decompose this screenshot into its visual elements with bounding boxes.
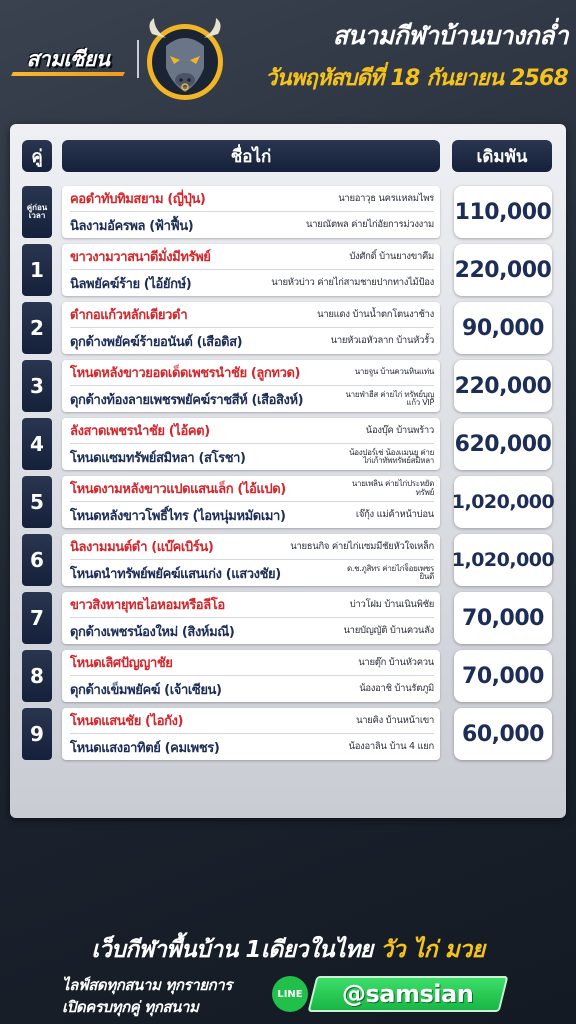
blue-corner-owner: น้องอาชิ บ้านรัตภูมิ [359,683,434,695]
bet-amount: 220,000 [454,360,552,412]
match-names [62,244,440,296]
match-number: 1 [22,244,52,296]
event-date: วันพฤหัสบดีที่ 18 กันยายน 2568 [264,66,568,91]
blue-corner-owner: นายหัวเอหัวลาก บ้านหัวรั้ว [330,335,434,347]
match-row [22,302,552,354]
footer-subtitle [62,974,272,1018]
red-corner-name: โหนดเลิศปัญญาชัย [70,656,173,671]
match-names [62,360,440,412]
match-row [22,418,552,470]
match-table [10,124,566,818]
red-corner-name: ขาวงามวาสนาดีมั่งมีทรัพย์ [70,250,211,265]
header-bet: เดิมพัน [452,140,552,172]
blue-corner-name: นิลงามอัครพล (ฟ้าฟื้น) [70,218,194,234]
match-number: 5 [22,476,52,528]
footer-sub-line1: ไลฟ์สดทุกสนาม ทุกรายการ [62,976,232,994]
match-row [22,650,552,702]
match-number: 4 [22,418,52,470]
match-row [22,244,552,296]
match-names [62,650,440,702]
footer-banner-text: เว็บกีฬาพื้นบ้าน 1เดียวในไทย [91,937,373,963]
header [0,0,576,112]
blue-corner-name: ดุกด้างท้องลายเพชรพยัคฆ์ราชสีห์ (เสือสิงห์) [70,392,304,408]
match-number: 3 [22,360,52,412]
match-number: 9 [22,708,52,760]
blue-corner-owner: นายบัญญัติ บ้านควนลัง [343,625,434,637]
red-corner-name: ดำกอแก้วหลักเดียวดำ [70,308,188,323]
red-corner-owner: บ่าวโฝม บ้านเนินพิชัย [349,598,434,610]
header-pair: คู่ [22,140,52,172]
match-row [22,186,552,238]
bet-amount: 1,020,000 [454,476,552,528]
red-corner-name: โหนดงามหลังขาวแปดแสนเล็ก (ไอ้แปด) [70,482,286,497]
divider [137,40,139,78]
red-corner-name: ลังสาดเพชรนำชัย (ไอ้คต) [70,424,210,439]
blue-corner-owner: เจ๊กุ้ง แม่ค้าหน้าบ่อน [355,509,434,521]
footer-sub-line2: เปิดครบทุกคู่ ทุกสนาม [62,998,199,1016]
line-id-button[interactable] [308,976,509,1012]
red-corner-owner: นายแดง บ้านน้ำตกโตนงาช้าง [317,308,434,320]
red-corner-owner: นายคิง บ้านหน้าเขา [356,714,434,726]
red-corner-name: นิลงามมนต์ดำ (แบ๊คเบิร์น) [70,540,214,555]
blue-corner-name: โหนดนำทรัพย์พยัคฆ์แสนเก่ง (แสวงชัย) [70,566,281,582]
match-row [22,360,552,412]
bet-amount: 70,000 [454,592,552,644]
match-row [22,476,555,528]
blue-corner-name: ดุกด้างเข็มพยัคฆ์ (เจ้าเซียน) [70,682,222,698]
red-corner-name: โหนดแสนชัย (ไอกัง) [70,714,184,729]
blue-corner-name: โหนดแสงอาทิตย์ (คมเพชร) [70,740,220,756]
page-title: สนามกีฬาบ้านบางกล่ำ [332,21,568,50]
blue-corner-name: ดุกด้างพยัคฆ์ร้ายอนันต์ (เสือดิส) [70,334,243,350]
bet-amount: 60,000 [454,708,552,760]
red-corner-owner: นายอาวุธ นครแหลมไพร [338,192,434,204]
match-row [22,534,555,586]
red-corner-owner: บังศักดิ์ บ้านยางขาคีม [349,250,434,262]
match-names [62,476,440,528]
match-names [62,186,440,238]
line-app-icon[interactable]: LINE [272,976,308,1012]
bet-amount: 1,020,000 [454,534,552,586]
red-corner-name: คอดำทับทิมสยาม (ญี่ปุ่น) [70,192,206,207]
brand-name: สามเซียน [26,46,110,71]
blue-corner-owner: น้องปอร์เช่ น้องแมนยู ค่ายไก่เก้าทัพทรัพย์สมิหลา [349,447,434,465]
red-corner-owner: นายเพลิน ค่ายไก่ประหยัดทรัพย์ [351,479,434,497]
footer-banner [0,930,576,970]
match-names [62,592,440,644]
match-number: คู่ก่อน เวลา [22,186,52,238]
bet-amount: 90,000 [454,302,552,354]
bet-amount: 620,000 [454,418,552,470]
match-names [62,708,440,760]
blue-corner-owner: นายณัตพล ค่ายไก่อัยการม่วงงาม [306,219,434,231]
blue-corner-name: โหนดแซมทรัพย์สมิหลา (สโรชา) [70,450,246,466]
red-corner-owner: น้องบุ๊ค บ้านพร้าว [365,424,434,436]
match-number: 8 [22,650,52,702]
header-name: ชื่อไก่ [62,140,440,172]
red-corner-owner: นายจูน บ้านควนหินแท่น [354,367,434,377]
bull-logo-icon [144,16,226,102]
match-row [22,592,552,644]
blue-corner-owner: น้องอาลิน บ้าน 4 แยก [348,741,434,753]
bet-amount: 220,000 [454,244,552,296]
brand-logo [4,42,132,76]
blue-corner-owner: นายฟ่าฮีส ค่ายไก่ ทรัพย์บุญแก้ว VIP [345,389,434,407]
match-names [62,418,440,470]
bet-amount: 70,000 [454,650,552,702]
match-row [22,708,552,760]
blue-corner-name: ดุกด้างเพชรน้องใหม่ (สิงห์มณี) [70,624,235,640]
match-number: 7 [22,592,52,644]
blue-corner-owner: ด.ช.ภูสิทร ค่ายไก่จ็อยเพชรยินดี [347,563,434,581]
red-corner-name: ขาวสิงหายุทธไอหอมหรือลีโอ [70,598,225,613]
bet-amount: 110,000 [454,186,552,238]
blue-corner-name: นิลพยัคฆ์ร้าย (ไอ้ยักษ์) [70,276,192,292]
match-number: 6 [22,534,52,586]
brand-underline [11,72,125,76]
red-corner-owner: นายตุ๊ก บ้านหัวควน [358,656,434,668]
footer-banner-highlight: วัว ไก่ มวย [380,937,485,963]
match-names [62,534,440,586]
red-corner-name: โหนดหลังขาวยอดเด็ดเพชรนำชัย (ลูกทวด) [70,366,301,381]
blue-corner-name: โหนดหลังขาวโพธิ์ไทร (ไอหนุ่มหมัดเมา) [70,508,286,524]
line-id-text: @samsian [342,980,474,1008]
match-names [62,302,440,354]
blue-corner-owner: นายหัวบ่าว ค่ายไก่สามชายปากทางไม้ป้อง [271,277,434,289]
red-corner-owner: นายธนกิจ ค่ายไก่แซมมีชัยหัวใจเหล็ก [290,540,434,552]
match-number: 2 [22,302,52,354]
